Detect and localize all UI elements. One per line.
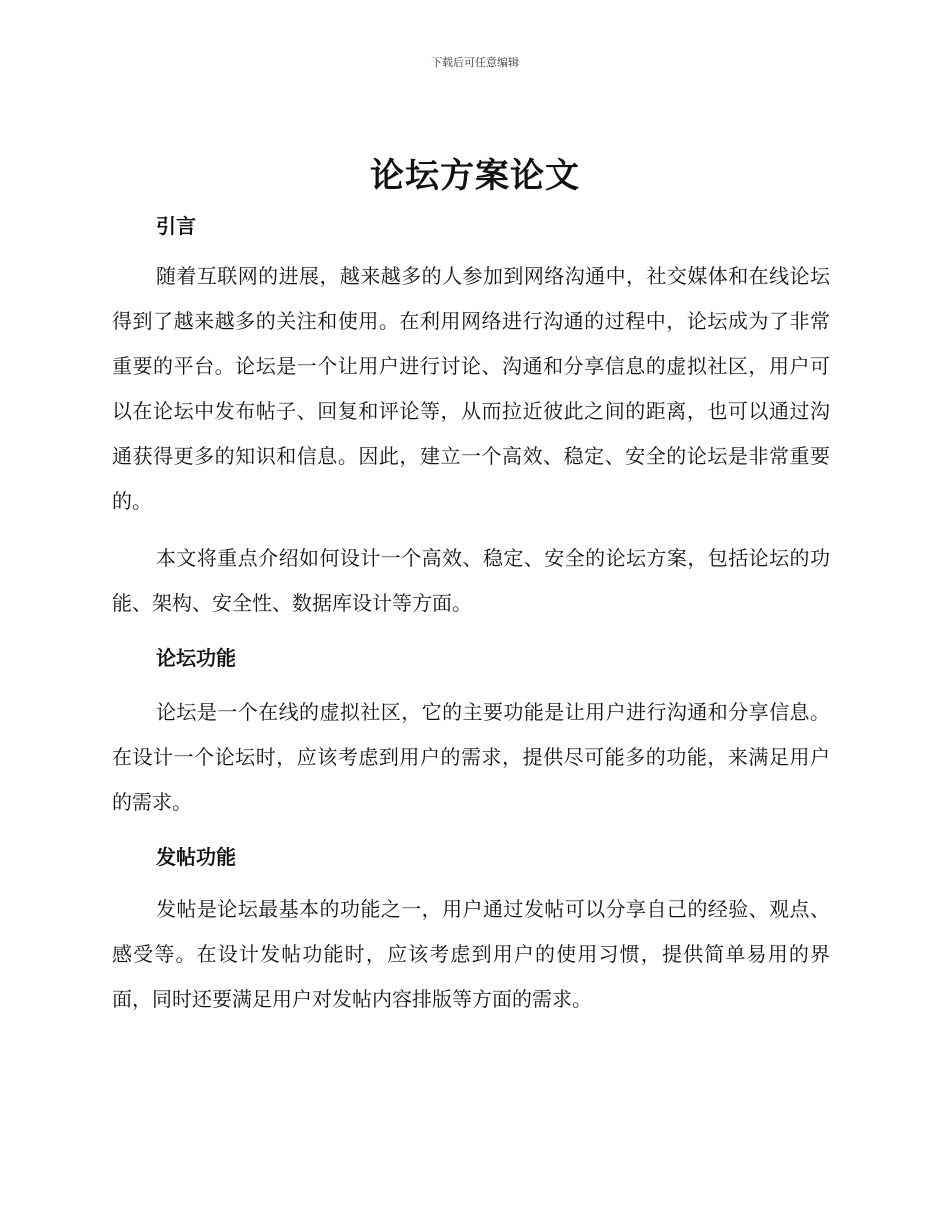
page-header-note: 下载后可任意编辑 — [431, 56, 519, 69]
section-heading-forum-features: 论坛功能 — [156, 646, 236, 670]
section-heading-posting: 发帖功能 — [156, 845, 236, 869]
section-heading-intro: 引言 — [156, 214, 196, 238]
paragraph-forum-features: 论坛是一个在线的虚拟社区，它的主要功能是让用户进行沟通和分享信息。在设计一个论坛时，应该考虑到用户的需求，提供尽可能多的功能，来满足用户的需求。 — [112, 700, 830, 814]
document-title: 论坛方案论文 — [370, 156, 580, 196]
paragraph-intro-1: 随着互联网的进展，越来越多的人参加到网络沟通中，社交媒体和在线论坛得到了越来越多的关注和使用。在利用网络进行沟通的过程中，论坛成为了非常重要的平台。论坛是一个让用户进行讨论、沟通和分享信息的虚拟社区，用户可以在论坛中发布帖子、回复和评论等，从而拉近彼此之间的距离，也可以通过沟通获得更多的知识和信息。因此，建立一个高效、稳定、安全的论坛是非常重要的。 — [112, 264, 830, 513]
document-body — [112, 200, 830, 1022]
paragraph-posting: 发帖是论坛最基本的功能之一，用户通过发帖可以分享自己的经验、观点、感受等。在设计发帖功能时，应该考虑到用户的使用习惯，提供简单易用的界面，同时还要满足用户对发帖内容排版等方面的需求。 — [112, 897, 830, 1011]
paragraph-intro-2: 本文将重点介绍如何设计一个高效、稳定、安全的论坛方案，包括论坛的功能、架构、安全性、数据库设计等方面。 — [112, 546, 830, 615]
